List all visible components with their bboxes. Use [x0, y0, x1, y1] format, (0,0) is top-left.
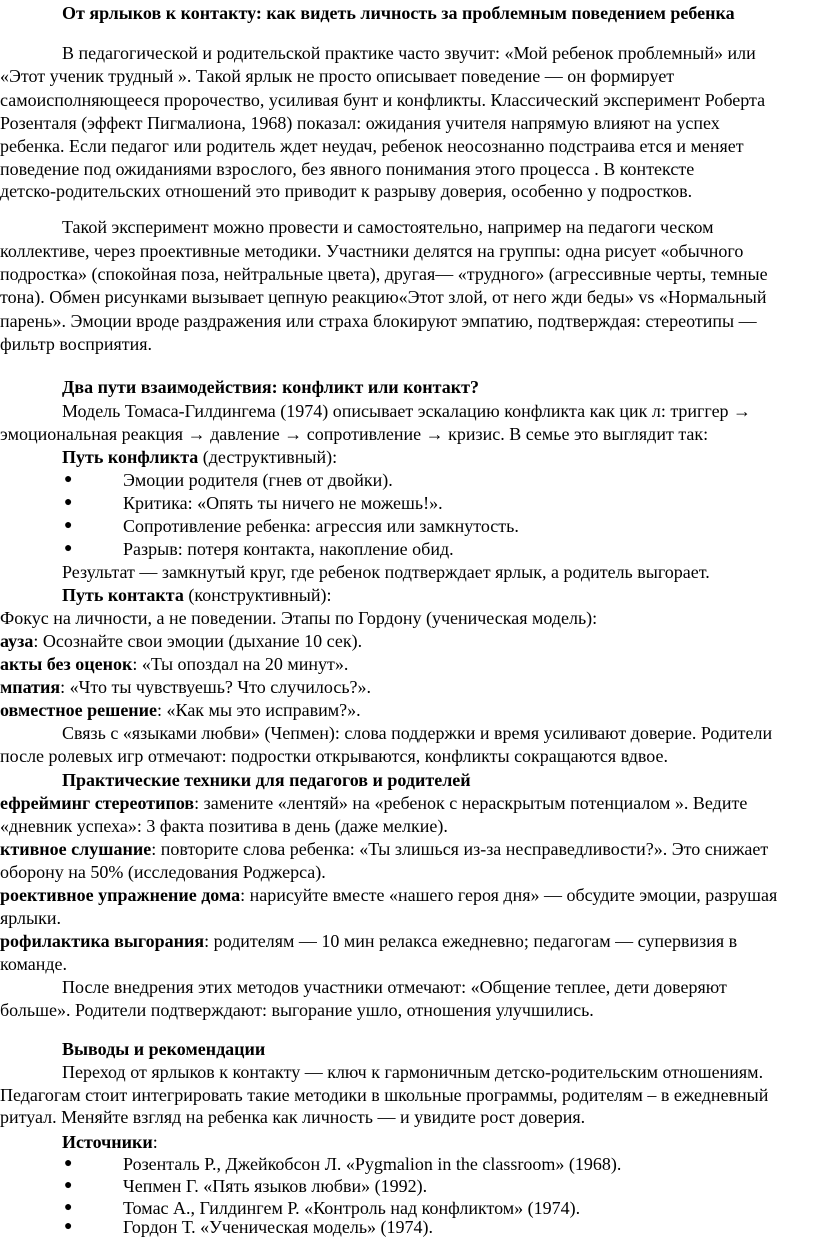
bullet-icon: ● [64, 1178, 73, 1193]
source-item: Гордон Т. «Ученическая модель» (1974). [123, 1217, 434, 1237]
paragraph-line: коллективе, через проективные методики. Участники делятся на группы: одна рисует «обычного [0, 241, 744, 261]
paragraph-line: эмоциональная реакция → давление → сопротивление → кризис. В семье это выглядит так: [0, 424, 709, 444]
paragraph-line: фильтр восприятия. [0, 334, 153, 354]
sources-heading: Источники: [62, 1132, 158, 1152]
list-item: Разрыв: потеря контакта, накопление обид. [123, 539, 454, 559]
paragraph-line: поведение под ожиданиями взрослого, без явного понимания этого процесса . В контексте [0, 159, 695, 179]
paragraph-line: Результат — замкнутый круг, где ребенок подтверждает ярлык, а родитель выгорает. [62, 562, 710, 582]
paragraph-line: подростка» (спокойная поза, нейтральные цвета), другая— «трудного» (агрессивные черты, темные [0, 264, 768, 284]
bullet-icon: ● [64, 1200, 73, 1215]
paragraph-line: Педагогам стоит интегрировать такие методики в школьные программы, родителям – в ежедневный [0, 1085, 769, 1105]
paragraph-line: Такой эксперимент можно провести и самостоятельно, например на педагоги ческом [62, 217, 714, 237]
section-heading: Два пути взаимодействия: конфликт или контакт? [62, 377, 479, 397]
paragraph-line: детско-родительских отношений это приводит к разрыву доверия, особенно у подростков. [0, 181, 693, 201]
paragraph-line: «Этот ученик трудный ». Такой ярлык не просто описывает поведение — он формирует [0, 66, 675, 86]
source-item: Розенталь Р., Джейкобсон Л. «Pygmalion in the classroom» (1968). [123, 1154, 622, 1174]
bullet-icon: ● [64, 1156, 73, 1171]
bullet-icon: ● [64, 541, 73, 556]
paragraph-line: ребенка. Если педагог или родитель ждет неудач, ребенок неосознанно подстраива ется и меняет [0, 136, 744, 156]
paragraph-line: Переход от ярлыков к контакту — ключ к гармоничным детско-родительским отношениям. [62, 1062, 764, 1082]
list-item: Эмоции родителя (гнев от двойки). [123, 470, 393, 490]
technique-item: роективное упражнение дома: нарисуйте вместе «нашего героя дня» — обсудите эмоции, разрушая [0, 885, 778, 905]
section-heading: Выводы и рекомендации [62, 1039, 266, 1059]
step-item: овместное решение: «Как мы это исправим?». [0, 700, 361, 720]
technique-item: ктивное слушание: повторите слова ребенка: «Ты злишься из-за несправедливости?». Это снижает [0, 839, 769, 859]
paragraph-line: Фокус на личности, а не поведении. Этапы по Гордону (ученическая модель): [0, 608, 598, 628]
technique-item-cont: ярлыки. [0, 908, 61, 928]
paragraph-line: после ролевых игр отмечают: подростки открываются, конфликты сокращаются вдвое. [0, 746, 668, 766]
document-title: От ярлыков к контакту: как видеть личность за проблемным поведением ребенка [62, 3, 735, 23]
source-item: Томас А., Гилдингем Р. «Контроль над конфликтом» (1974). [123, 1198, 581, 1218]
bullet-icon: ● [64, 1219, 73, 1234]
step-item: ауза: Осознайте свои эмоции (дыхание 10 сек). [0, 631, 363, 651]
list-item: Критика: «Опять ты ничего не можешь!». [123, 493, 443, 513]
step-item: акты без оценок: «Ты опоздал на 20 минут». [0, 654, 349, 674]
paragraph-line: самоисполняющееся пророчество, усиливая бунт и конфликты. Классический эксперимент Роберта [0, 90, 766, 110]
paragraph-line: парень». Эмоции вроде раздражения или страха блокируют эмпатию, подтверждая: стереотипы — [0, 311, 757, 331]
paragraph-line: Связь с «языками любви» (Чепмен): слова поддержки и время усиливают доверие. Родители [62, 723, 773, 743]
conflict-path-label: Путь конфликта (деструктивный): [62, 447, 338, 467]
bullet-icon: ● [64, 472, 73, 487]
section-heading: Практические техники для педагогов и родителей [62, 770, 471, 790]
paragraph-line: больше». Родители подтверждают: выгорание ушло, отношения улучшились. [0, 1000, 594, 1020]
paragraph-line: Модель Томаса-Гилдингема (1974) описывает эскалацию конфликта как цик л: триггер → [62, 401, 752, 421]
paragraph-line: После внедрения этих методов участники отмечают: «Общение теплее, дети доверяют [62, 977, 727, 997]
technique-item: рофилактика выгорания: родителям — 10 мин релакса ежедневно; педагогам — супервизия в [0, 931, 738, 951]
source-item: Чепмен Г. «Пять языков любви» (1992). [123, 1176, 428, 1196]
bullet-icon: ● [64, 495, 73, 510]
paragraph-line: Розенталя (эффект Пигмалиона, 1968) показал: ожидания учителя напрямую влияют на успех [0, 113, 720, 133]
bullet-icon: ● [64, 518, 73, 533]
technique-item-cont: команде. [0, 954, 68, 974]
paragraph-line: тона). Обмен рисунками вызывает цепную реакцию«Этот злой, от него жди беды» vs «Нормальный [0, 287, 767, 307]
step-item: мпатия: «Что ты чувствуешь? Что случилось?». [0, 677, 372, 697]
paragraph-line: ритуал. Меняйте взгляд на ребенка как личность — и увидите рост доверия. [0, 1107, 586, 1127]
contact-path-label: Путь контакта (конструктивный): [62, 585, 332, 605]
list-item: Сопротивление ребенка: агрессия или замкнутость. [123, 516, 519, 536]
technique-item-cont: «дневник успеха»: 3 факта позитива в день (даже мелкие). [0, 816, 448, 836]
technique-item: ефрейминг стереотипов: замените «лентяй» на «ребенок с нераскрытым потенциалом ». Ведите [0, 793, 748, 813]
technique-item-cont: оборону на 50% (исследования Роджерса). [0, 862, 326, 882]
paragraph-line: В педагогической и родительской практике часто звучит: «Мой ребенок проблемный» или [62, 43, 756, 63]
